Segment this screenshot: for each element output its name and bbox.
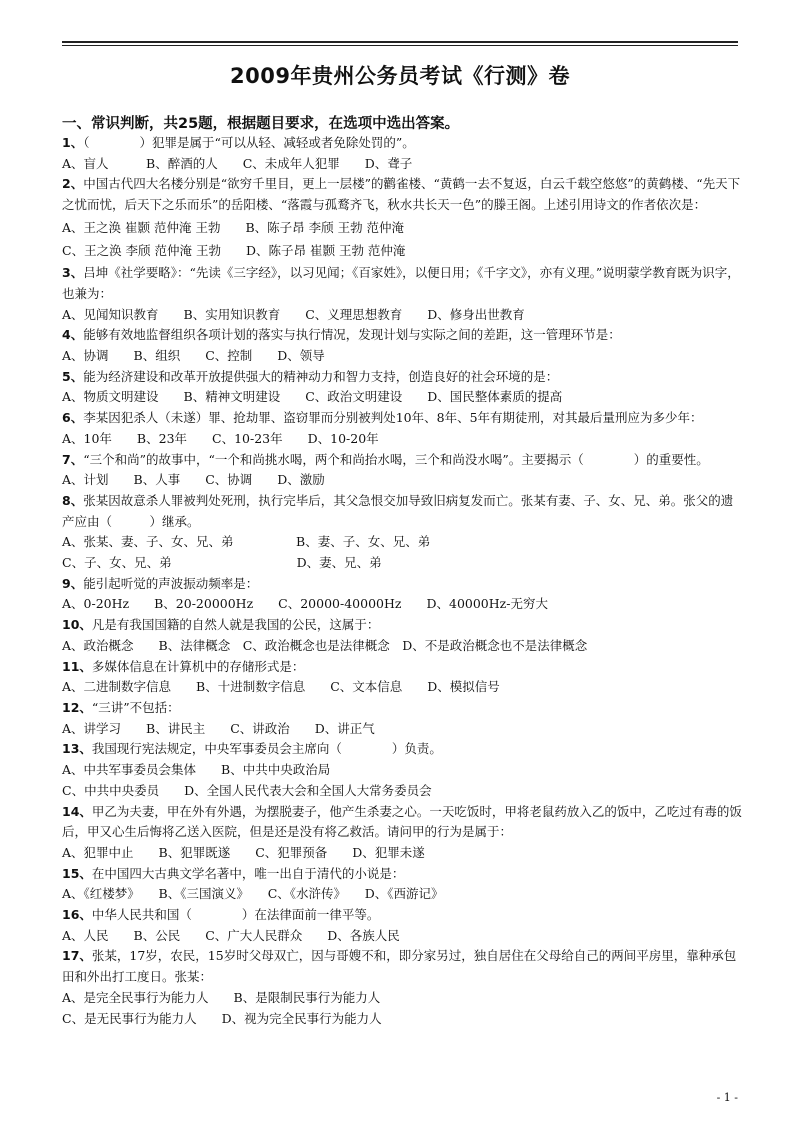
question-item bbox=[62, 367, 742, 408]
question-text bbox=[62, 174, 742, 215]
question-stem: 能为经济建设和改革开放提供强大的精神动力和智力支持，创造良好的社会环境的是： bbox=[83, 368, 559, 384]
question-item bbox=[62, 263, 742, 325]
question-stem: 中华人民共和国（ ）在法律面前一律平等。 bbox=[91, 907, 380, 923]
question-item bbox=[62, 491, 742, 574]
answer-options: A、人民 B、公民 C、广大人民群众 D、各族人民 bbox=[62, 927, 400, 943]
question-text bbox=[62, 864, 742, 885]
question-item bbox=[62, 615, 742, 656]
answer-options: A、物质文明建设 B、精神文明建设 C、政治文明建设 D、国民整体素质的提高 bbox=[62, 389, 563, 405]
question-number: 13、 bbox=[62, 741, 92, 757]
question-number: 14、 bbox=[62, 803, 92, 819]
question-number: 17、 bbox=[62, 948, 92, 964]
question-item bbox=[62, 174, 742, 261]
answer-options: A、讲学习 B、讲民主 C、讲政治 D、讲正气 bbox=[62, 720, 375, 736]
answer-options: A、0-20Hz B、20-20000Hz C、20000-40000Hz D、40000Hz-无穷大 bbox=[62, 596, 548, 612]
question-item bbox=[62, 657, 742, 698]
question-stem: 中国古代四大名楼分别是“欲穷千里目，更上一层楼”的鹳雀楼、“黄鹤一去不复返，白云千载空悠悠”的黄鹤楼、“先天下之忧而忧，后天下之乐而乐”的岳阳楼、“落霞与孤鹜齐飞，秋水共长天一色”的滕王阁。上述引用诗文的作者依次是： bbox=[62, 176, 741, 213]
answer-options: A、10年 B、23年 C、10-23年 D、10-20年 bbox=[62, 430, 379, 446]
question-number: 12、 bbox=[62, 699, 92, 715]
question-item bbox=[62, 802, 742, 864]
question-item bbox=[62, 864, 742, 905]
answer-options: A、是完全民事行为能力人 B、是限制民事行为能力人 bbox=[62, 989, 381, 1005]
page-title: 2009年贵州公务员考试《行测》卷 bbox=[230, 64, 570, 88]
question-text bbox=[62, 133, 742, 154]
question-stem: “三个和尚”的故事中，“一个和尚挑水喝，两个和尚抬水喝，三个和尚没水喝”。主要揭示（ ）的重要性。 bbox=[83, 451, 709, 467]
header-rule-thin bbox=[62, 45, 738, 46]
question-stem: “三讲”不包括： bbox=[91, 699, 180, 715]
question-number: 9、 bbox=[62, 575, 84, 591]
header-rule-thick bbox=[62, 41, 738, 43]
answer-options: A、协调 B、组织 C、控制 D、领导 bbox=[62, 348, 325, 364]
answer-options: C、子、女、兄、弟 D、妻、兄、弟 bbox=[62, 555, 382, 571]
question-text bbox=[62, 574, 742, 595]
question-text bbox=[62, 802, 742, 843]
question-stem: 张某因故意杀人罪被判处死刑，执行完毕后，其父急恨交加导致旧病复发而亡。张某有妻、子、女、兄、弟。张父的遗产应由（ ）继承。 bbox=[62, 492, 734, 529]
question-item bbox=[62, 946, 742, 1029]
question-number: 16、 bbox=[62, 907, 92, 923]
question-stem: （ ）犯罪是属于“可以从轻、减轻或者免除处罚的”。 bbox=[83, 135, 415, 150]
question-text bbox=[62, 325, 742, 346]
question-text bbox=[62, 491, 742, 532]
question-text bbox=[62, 367, 742, 388]
question-number: 2、 bbox=[62, 176, 84, 192]
question-number: 3、 bbox=[62, 265, 84, 281]
answer-options: A、盲人 B、醉酒的人 C、未成年人犯罪 D、聋子 bbox=[62, 155, 413, 171]
question-number: 10、 bbox=[62, 617, 92, 633]
answer-options: A、中共军事委员会集体 B、中共中央政治局 bbox=[62, 762, 331, 778]
question-text bbox=[62, 905, 742, 926]
question-stem: 甲乙为夫妻，甲在外有外遇，为摆脱妻子，他产生杀妻之心。一天吃饭时，甲将老鼠药放入乙的饭中，乙吃过有毒的饭后，甲又心生后悔将乙送入医院，但是还是没有将乙救活。请问甲的行为是属于： bbox=[62, 803, 742, 840]
question-number: 6、 bbox=[62, 410, 84, 426]
question-stem: 我国现行宪法规定，中央军事委员会主席向（ ）负责。 bbox=[91, 741, 442, 757]
question-item bbox=[62, 133, 742, 174]
question-text bbox=[62, 450, 742, 471]
question-item bbox=[62, 574, 742, 615]
answer-options: A、政治概念 B、法律概念 C、政治概念也是法律概念 D、不是政治概念也不是法律概念 bbox=[62, 637, 588, 653]
answer-options: A、张某、妻、子、女、兄、弟 B、妻、子、女、兄、弟 bbox=[62, 534, 431, 550]
question-stem: 吕坤《社学要略》：“先读《三字经》，以习见闻；《百家姓》，以便日用；《千字文》，亦有义理。”说明蒙学教育既为识字，也兼为： bbox=[62, 265, 740, 301]
answer-options: C、是无民事行为能力人 D、视为完全民事行为能力人 bbox=[62, 1010, 382, 1026]
question-stem: 多媒体信息在计算机中的存储形式是： bbox=[91, 658, 305, 674]
question-number: 11、 bbox=[62, 658, 92, 674]
question-number: 1、 bbox=[62, 135, 84, 150]
question-text bbox=[62, 615, 742, 636]
question-number: 7、 bbox=[62, 451, 84, 467]
question-stem: 李某因犯杀人（未遂）罪、抢劫罪、盗窃罪而分别被判处10年、8年、5年有期徒刑，对其最后量刑应为多少年： bbox=[83, 410, 703, 426]
answer-options: C、王之涣 李颀 范仲淹 王勃 D、陈子昂 崔颢 王勃 范仲淹 bbox=[62, 242, 406, 258]
question-item bbox=[62, 739, 742, 801]
question-number: 5、 bbox=[62, 368, 84, 384]
question-item bbox=[62, 408, 742, 449]
question-number: 4、 bbox=[62, 327, 84, 343]
question-number: 15、 bbox=[62, 865, 92, 881]
answer-options: A、王之涣 崔颢 范仲淹 王勃 B、陈子昂 李颀 王勃 范仲淹 bbox=[62, 219, 405, 235]
question-item bbox=[62, 325, 742, 366]
answer-options: A、见闻知识教育 B、实用知识教育 C、义理思想教育 D、修身出世教育 bbox=[62, 306, 525, 322]
answer-options: A、犯罪中止 B、犯罪既遂 C、犯罪预备 D、犯罪未遂 bbox=[62, 844, 425, 860]
question-item bbox=[62, 905, 742, 946]
question-text bbox=[62, 698, 742, 719]
question-item bbox=[62, 450, 742, 491]
question-text bbox=[62, 739, 742, 760]
section-heading: 一、常识判断，共25题，根据题目要求，在选项中选出答案。 bbox=[62, 116, 460, 132]
answer-options: A、《红楼梦》 B、《三国演义》 C、《水浒传》 D、《西游记》 bbox=[62, 886, 444, 902]
question-list bbox=[62, 133, 742, 1029]
answer-options: A、计划 B、人事 C、协调 D、激励 bbox=[62, 472, 325, 488]
question-stem: 凡是有我国国籍的自然人就是我国的公民，这属于： bbox=[91, 617, 380, 633]
answer-options: C、中共中央委员 D、全国人民代表大会和全国人大常务委员会 bbox=[62, 782, 432, 798]
question-stem: 能够有效地监督组织各项计划的落实与执行情况，发现计划与实际之间的差距，这一管理环节是： bbox=[83, 327, 621, 343]
question-text bbox=[62, 657, 742, 678]
question-number: 8、 bbox=[62, 492, 84, 508]
page-number: - 1 - bbox=[716, 1091, 738, 1104]
question-stem: 张某，17岁，农民，15岁时父母双亡，因与哥嫂不和，即分家另过，独自居住在父母给自己的两间平房里，靠种承包田和外出打工度日。张某： bbox=[62, 948, 737, 985]
question-item bbox=[62, 698, 742, 739]
question-stem: 能引起听觉的声波振动频率是： bbox=[83, 575, 259, 591]
question-text bbox=[62, 263, 742, 304]
question-text bbox=[62, 408, 742, 429]
question-stem: 在中国四大古典文学名著中，唯一出自于清代的小说是： bbox=[91, 865, 405, 881]
question-text bbox=[62, 946, 742, 987]
answer-options: A、二进制数字信息 B、十进制数字信息 C、文本信息 D、模拟信号 bbox=[62, 679, 500, 695]
